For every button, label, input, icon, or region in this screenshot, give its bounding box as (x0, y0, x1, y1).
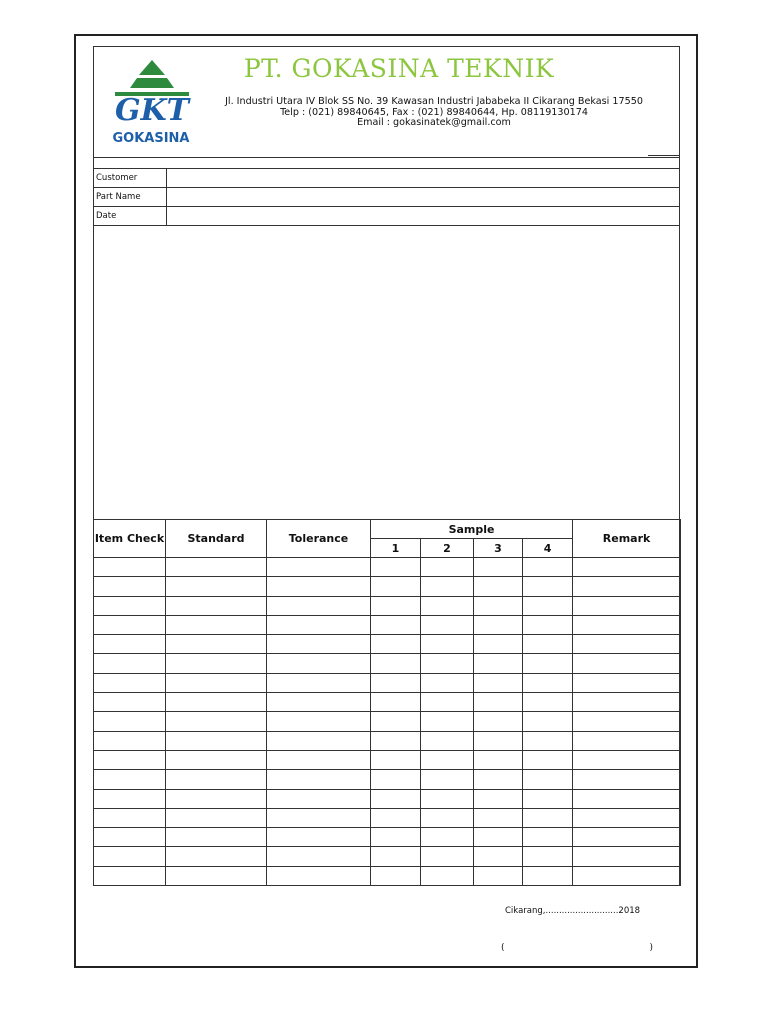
table-cell[interactable] (267, 847, 371, 866)
sample-col-4: 4 (523, 539, 573, 558)
table-cell[interactable] (267, 731, 371, 750)
table-cell[interactable] (166, 577, 267, 596)
header-divider (93, 157, 680, 158)
table-cell[interactable] (474, 712, 523, 731)
phone-line: Telp : (021) 89840645, Fax : (021) 89840644, Hp. 08119130174 (280, 106, 588, 118)
address-line: Jl. Industri Utara IV Blok SS No. 39 Kawasan Industri Jababeka II Cikarang Bekasi 17550 (225, 96, 643, 107)
table-cell[interactable] (421, 558, 474, 577)
table-cell[interactable] (474, 828, 523, 847)
date-label: Date (94, 207, 167, 226)
table-cell[interactable] (523, 654, 573, 673)
table-cell[interactable] (371, 577, 421, 596)
table-cell[interactable] (371, 654, 421, 673)
table-row (94, 577, 681, 596)
table-cell[interactable] (421, 750, 474, 769)
table-cell[interactable] (523, 577, 573, 596)
table-cell[interactable] (166, 673, 267, 692)
table-cell[interactable] (94, 558, 166, 577)
table-cell[interactable] (371, 828, 421, 847)
table-cell[interactable] (371, 866, 421, 885)
table-row (94, 615, 681, 634)
table-cell[interactable] (166, 789, 267, 808)
company-name: PT. GOKASINA TEKNIK (243, 54, 555, 83)
table-cell[interactable] (474, 789, 523, 808)
table-row (94, 808, 681, 827)
table-cell[interactable] (94, 866, 166, 885)
table-cell[interactable] (267, 673, 371, 692)
table-cell[interactable] (474, 615, 523, 634)
table-cell[interactable] (166, 808, 267, 827)
info-table (93, 168, 680, 226)
table-cell[interactable] (421, 596, 474, 615)
table-cell[interactable] (523, 731, 573, 750)
table-cell[interactable] (94, 596, 166, 615)
table-cell[interactable] (523, 673, 573, 692)
table-cell[interactable] (166, 558, 267, 577)
table-cell[interactable] (573, 731, 681, 750)
table-row (94, 731, 681, 750)
table-cell[interactable] (523, 558, 573, 577)
table-cell[interactable] (267, 808, 371, 827)
company-address (200, 97, 668, 129)
table-row (94, 712, 681, 731)
customer-label: Customer (94, 169, 167, 188)
table-cell[interactable] (267, 789, 371, 808)
table-row (94, 693, 681, 712)
table-cell[interactable] (94, 654, 166, 673)
table-cell[interactable] (523, 789, 573, 808)
table-cell[interactable] (573, 596, 681, 615)
table-cell[interactable] (523, 808, 573, 827)
table-cell[interactable] (523, 828, 573, 847)
table-cell[interactable] (421, 577, 474, 596)
table-cell[interactable] (523, 615, 573, 634)
table-cell[interactable] (474, 847, 523, 866)
table-cell[interactable] (267, 770, 371, 789)
table-cell[interactable] (267, 712, 371, 731)
table-cell[interactable] (166, 596, 267, 615)
table-cell[interactable] (371, 693, 421, 712)
logo-triangle-icon (107, 58, 195, 148)
table-cell[interactable] (523, 693, 573, 712)
open-paren: ( (501, 943, 505, 953)
tolerance-header: Tolerance (267, 520, 371, 558)
close-paren: ) (649, 943, 653, 953)
check-table (93, 519, 681, 886)
table-cell[interactable] (94, 673, 166, 692)
table-row (94, 673, 681, 692)
table-cell[interactable] (94, 808, 166, 827)
table-row (94, 635, 681, 654)
table-cell[interactable] (371, 847, 421, 866)
table-cell[interactable] (94, 577, 166, 596)
table-cell[interactable] (474, 770, 523, 789)
table-cell[interactable] (94, 750, 166, 769)
table-cell[interactable] (371, 789, 421, 808)
table-cell[interactable] (474, 558, 523, 577)
table-cell[interactable] (573, 712, 681, 731)
table-cell[interactable] (421, 847, 474, 866)
table-cell[interactable] (421, 808, 474, 827)
table-cell[interactable] (573, 635, 681, 654)
part-name-label: Part Name (94, 188, 167, 207)
table-cell[interactable] (371, 635, 421, 654)
table-cell[interactable] (166, 847, 267, 866)
table-cell[interactable] (421, 673, 474, 692)
table-cell[interactable] (94, 847, 166, 866)
table-row (94, 596, 681, 615)
table-cell[interactable] (94, 712, 166, 731)
table-cell[interactable] (166, 750, 267, 769)
place-date-line: Cikarang,...........................2018 (505, 906, 641, 916)
table-cell[interactable] (166, 770, 267, 789)
table-cell[interactable] (474, 866, 523, 885)
table-cell[interactable] (523, 866, 573, 885)
sample-header: Sample (371, 520, 573, 539)
table-cell[interactable] (166, 866, 267, 885)
table-row (94, 866, 681, 885)
table-cell[interactable] (267, 654, 371, 673)
table-cell[interactable] (371, 558, 421, 577)
table-cell[interactable] (421, 654, 474, 673)
table-cell[interactable] (94, 615, 166, 634)
table-cell[interactable] (371, 712, 421, 731)
table-cell[interactable] (94, 789, 166, 808)
table-cell[interactable] (267, 866, 371, 885)
info-row-customer (94, 169, 680, 188)
date-field[interactable] (167, 207, 680, 226)
table-cell[interactable] (573, 828, 681, 847)
table-row (94, 558, 681, 577)
table-cell[interactable] (523, 847, 573, 866)
table-cell[interactable] (421, 693, 474, 712)
table-row (94, 847, 681, 866)
info-row-part-name (94, 188, 680, 207)
table-cell[interactable] (166, 693, 267, 712)
table-row (94, 750, 681, 769)
table-cell[interactable] (94, 770, 166, 789)
table-cell[interactable] (166, 828, 267, 847)
part-name-field[interactable] (167, 188, 680, 207)
table-cell[interactable] (371, 808, 421, 827)
table-cell[interactable] (474, 654, 523, 673)
table-cell[interactable] (573, 808, 681, 827)
table-cell[interactable] (94, 828, 166, 847)
table-cell[interactable] (523, 770, 573, 789)
table-cell[interactable] (474, 731, 523, 750)
table-cell[interactable] (267, 615, 371, 634)
table-cell[interactable] (371, 673, 421, 692)
sample-col-2: 2 (421, 539, 474, 558)
table-cell[interactable] (371, 750, 421, 769)
table-cell[interactable] (267, 577, 371, 596)
table-cell[interactable] (371, 596, 421, 615)
table-cell[interactable] (573, 866, 681, 885)
table-cell[interactable] (166, 712, 267, 731)
remark-header: Remark (573, 520, 681, 558)
table-cell[interactable] (573, 770, 681, 789)
table-cell[interactable] (267, 828, 371, 847)
table-cell[interactable] (421, 770, 474, 789)
email-line: Email : gokasinatek@gmail.com (357, 117, 511, 128)
table-cell[interactable] (421, 712, 474, 731)
table-cell[interactable] (421, 615, 474, 634)
table-cell[interactable] (474, 577, 523, 596)
table-cell[interactable] (474, 596, 523, 615)
table-cell[interactable] (421, 828, 474, 847)
table-cell[interactable] (474, 693, 523, 712)
table-cell[interactable] (371, 770, 421, 789)
table-cell[interactable] (371, 615, 421, 634)
table-cell[interactable] (523, 712, 573, 731)
company-logo (107, 58, 195, 148)
table-cell[interactable] (94, 635, 166, 654)
table-cell[interactable] (573, 558, 681, 577)
table-cell[interactable] (523, 750, 573, 769)
table-cell[interactable] (573, 654, 681, 673)
table-cell[interactable] (573, 693, 681, 712)
table-cell[interactable] (523, 635, 573, 654)
table-row (94, 828, 681, 847)
table-cell[interactable] (573, 750, 681, 769)
table-cell[interactable] (523, 596, 573, 615)
logo-gkt-text: GKT (114, 93, 190, 128)
table-cell[interactable] (267, 558, 371, 577)
table-cell[interactable] (474, 673, 523, 692)
table-row (94, 789, 681, 808)
table-cell[interactable] (267, 635, 371, 654)
table-cell[interactable] (166, 731, 267, 750)
table-row (94, 654, 681, 673)
logo-name-text: GOKASINA (112, 131, 190, 146)
table-cell[interactable] (267, 750, 371, 769)
table-cell[interactable] (94, 693, 166, 712)
drawing-area (93, 226, 680, 519)
table-cell[interactable] (166, 654, 267, 673)
item-check-header: Item Check (94, 520, 166, 558)
table-cell[interactable] (573, 789, 681, 808)
table-cell[interactable] (166, 615, 267, 634)
table-row (94, 770, 681, 789)
header-short-rule (648, 155, 680, 156)
signature-parentheses (501, 943, 653, 953)
standard-header: Standard (166, 520, 267, 558)
table-cell[interactable] (371, 731, 421, 750)
table-cell[interactable] (474, 635, 523, 654)
table-cell[interactable] (474, 750, 523, 769)
sample-col-3: 3 (474, 539, 523, 558)
table-cell[interactable] (267, 693, 371, 712)
info-row-date (94, 207, 680, 226)
table-cell[interactable] (166, 635, 267, 654)
table-cell[interactable] (573, 847, 681, 866)
table-cell[interactable] (267, 596, 371, 615)
table-cell[interactable] (421, 635, 474, 654)
table-cell[interactable] (573, 615, 681, 634)
table-cell[interactable] (573, 577, 681, 596)
table-cell[interactable] (421, 731, 474, 750)
table-cell[interactable] (94, 731, 166, 750)
table-cell[interactable] (573, 673, 681, 692)
customer-field[interactable] (167, 169, 680, 188)
table-cell[interactable] (474, 808, 523, 827)
table-cell[interactable] (421, 789, 474, 808)
table-cell[interactable] (421, 866, 474, 885)
sample-col-1: 1 (371, 539, 421, 558)
